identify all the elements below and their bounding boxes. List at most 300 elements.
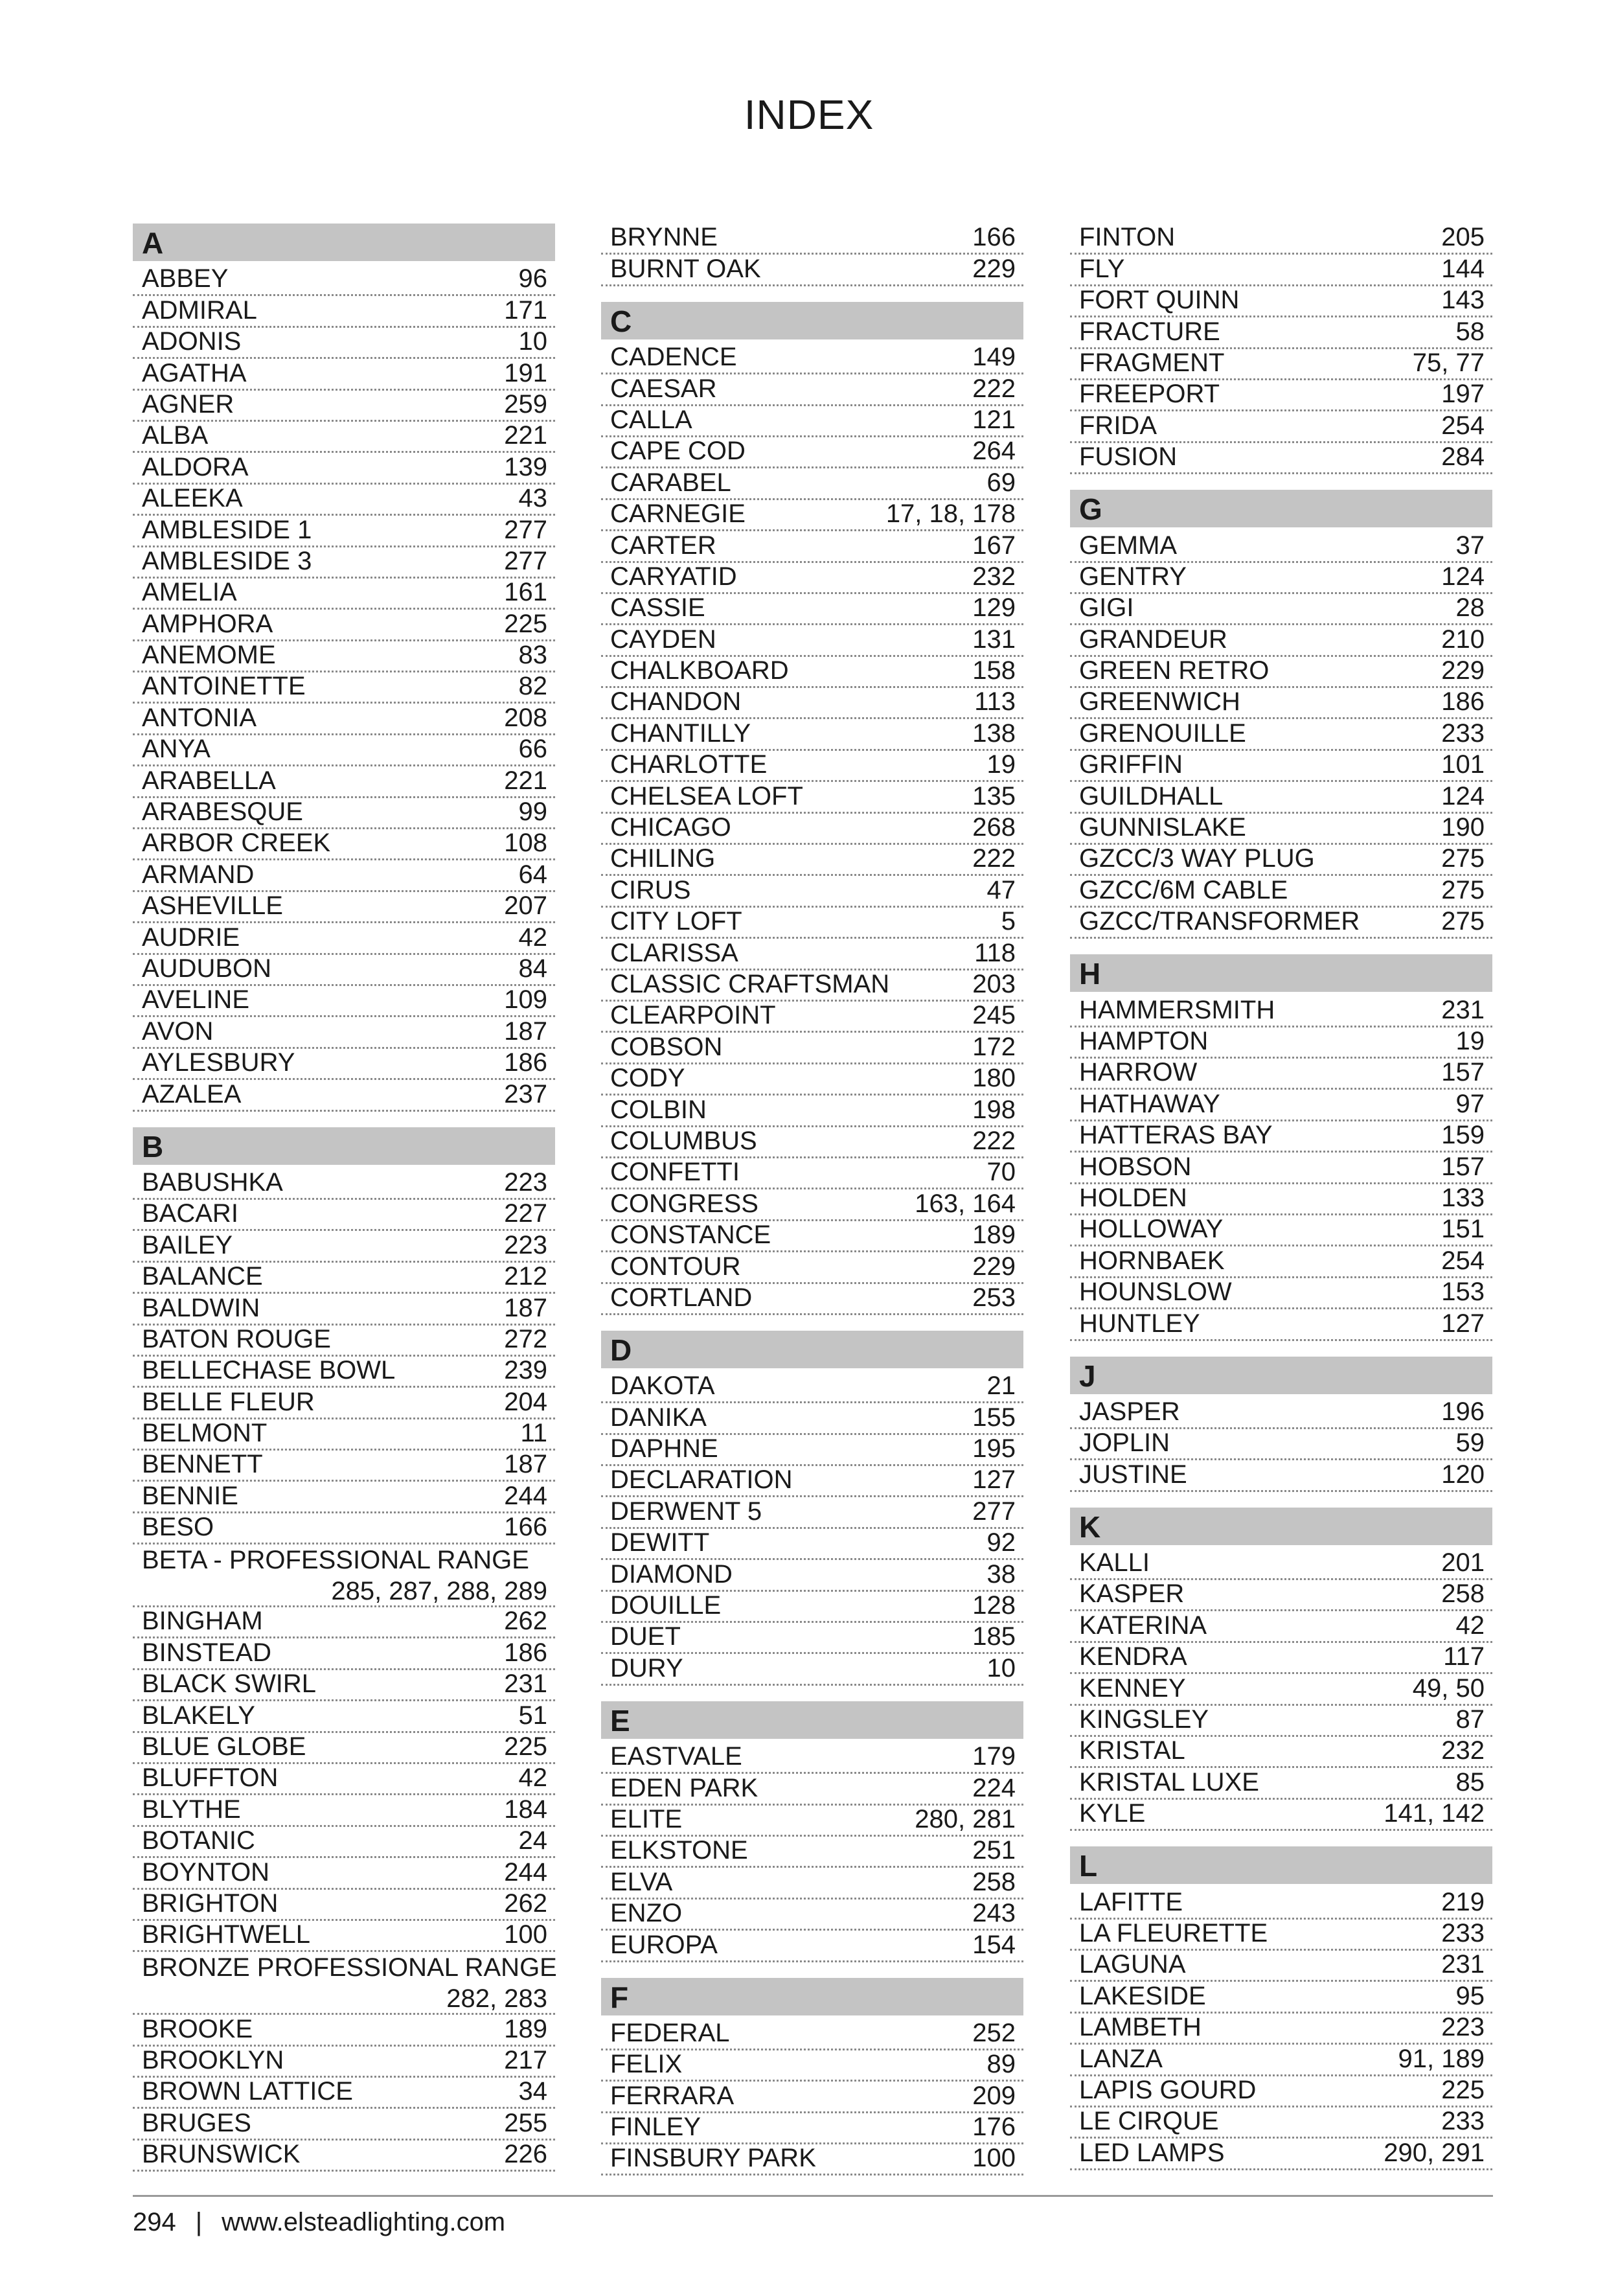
entry-name: ARABESQUE [142,798,303,827]
entry-page: 232 [1441,1736,1485,1765]
entry-name: JASPER [1079,1397,1180,1426]
entry-name: LED LAMPS [1079,2138,1225,2167]
entry-name: BINGHAM [142,1607,263,1636]
entry-page: 82 [518,672,547,701]
entry-name: COLBIN [610,1095,707,1124]
entry-name: JOPLIN [1079,1429,1170,1458]
entry-name: KALLI [1079,1548,1150,1578]
index-entry [133,547,555,579]
index-entry [1070,1580,1492,1611]
index-entry [601,1529,1023,1560]
entry-page: 89 [986,2050,1016,2079]
index-entry [601,255,1023,286]
entry-page: 109 [504,985,547,1015]
index-entry [133,1827,555,1858]
page-title: INDEX [744,91,874,138]
entry-page: 121 [972,405,1016,434]
index-entry [601,1868,1023,1899]
entry-page: 108 [504,829,547,858]
entry-name: CHICAGO [610,813,731,842]
index-entry [1070,845,1492,876]
index-entry [601,2019,1023,2050]
index-entry [601,657,1023,688]
index-entry [1070,1888,1492,1919]
entry-name: CLASSIC CRAFTSMAN [610,969,890,998]
entry-page: 133 [1441,1183,1485,1212]
entry-name: AVON [142,1016,214,1046]
entry-name: GIGI [1079,593,1134,623]
entry-page: 75, 77 [1412,348,1485,377]
entry-name: BRYNNE [610,223,718,252]
entry-name: CAESAR [610,374,717,403]
entry-page: 208 [504,703,547,732]
entry-page: 151 [1441,1215,1485,1244]
entry-name: ALDORA [142,452,249,481]
entry-name: CLARISSA [610,938,738,967]
index-entry [1070,2076,1492,2107]
entry-name: FUSION [1079,442,1178,472]
entry-page: 277 [504,515,547,544]
index-entry [133,1419,555,1451]
index-entry [1070,317,1492,349]
entry-page: 186 [504,1048,547,1077]
index-entry [1070,1027,1492,1059]
entry-page: 219 [1441,1887,1485,1916]
index-entry [601,224,1023,255]
entry-name: CARTER [610,531,716,560]
index-entry [133,1231,555,1262]
entry-name: COBSON [610,1032,723,1061]
index-entry [133,798,555,829]
entry-page: 210 [1441,625,1485,654]
entry-name: AUDRIE [142,923,240,952]
entry-page: 100 [504,1920,547,1949]
entry-page: 229 [1441,656,1485,685]
section-header-g: G [1070,490,1492,527]
entry-name: GZCC/3 WAY PLUG [1079,844,1315,873]
index-entry [1070,719,1492,750]
index-entry [133,735,555,766]
entry-name: KYLE [1079,1799,1146,1828]
entry-page: 99 [518,798,547,827]
entry-page: 186 [504,1638,547,1667]
entry-page: 70 [986,1158,1016,1187]
entry-name: GEMMA [1079,531,1178,560]
index-entry [1070,1674,1492,1705]
section-header-k: K [1070,1508,1492,1545]
entry-page: 233 [1441,718,1485,748]
entry-name: BAILEY [142,1230,233,1259]
entry-page: 139 [504,452,547,481]
entry-page: 187 [504,1293,547,1322]
index-entry [601,719,1023,750]
section-header-b: B [133,1127,555,1165]
entry-name: AVELINE [142,985,249,1015]
index-entry [601,1189,1023,1221]
entry-name: ENZO [610,1899,683,1928]
entry-page: 34 [518,2077,547,2106]
index-entry [601,1096,1023,1127]
entry-name: CODY [610,1064,685,1093]
entry-page: 179 [972,1742,1016,1771]
section-header-j: J [1070,1357,1492,1394]
entry-page: 237 [504,1079,547,1108]
entry-name: BRIGHTWELL [142,1920,311,1949]
index-column-3 [1070,224,1492,2170]
section-header-c: C [601,302,1023,339]
index-entry [133,1701,555,1732]
entry-name: ELVA [610,1867,673,1896]
index-entry [133,2141,555,2172]
entry-page: 124 [1441,562,1485,591]
entry-name: ARABELLA [142,766,276,795]
entry-page: 205 [1441,223,1485,252]
entry-name: BURNT OAK [610,254,761,283]
index-entry [601,1002,1023,1033]
index-entry [601,1623,1023,1654]
entry-page: 154 [972,1930,1016,1959]
index-entry [133,579,555,610]
index-entry [133,2078,555,2109]
entry-name: FRAGMENT [1079,348,1225,377]
index-entry [133,516,555,547]
entry-name: ABBEY [142,264,229,293]
index-entry [133,1263,555,1294]
index-entry [1070,1800,1492,1831]
entry-page: 43 [518,484,547,513]
entry-page: 38 [986,1559,1016,1589]
entry-name: AMELIA [142,578,237,607]
entry-page: 225 [504,609,547,638]
entry-name: ELITE [610,1804,683,1833]
index-entry [133,1049,555,1080]
entry-name: CHALKBOARD [610,656,789,685]
entry-page: 224 [972,1773,1016,1802]
entry-name: ANEMOME [142,641,276,670]
index-entry [601,1221,1023,1252]
entry-name: FINTON [1079,223,1176,252]
entry-page: 226 [504,2140,547,2169]
index-entry [133,672,555,704]
index-entry [1070,1121,1492,1153]
entry-page: 275 [1441,844,1485,873]
entry-page: 229 [972,1252,1016,1281]
entry-name: DUET [610,1622,681,1651]
entry-name: ALEEKA [142,484,243,513]
entry-name: BROOKE [142,2014,253,2043]
entry-name: HOLDEN [1079,1183,1187,1212]
index-entry [133,1952,555,2015]
entry-name: GUNNISLAKE [1079,813,1246,842]
entry-page: 258 [972,1867,1016,1896]
index-entry [1070,1611,1492,1642]
entry-name: KENDRA [1079,1642,1187,1671]
entry-page: 96 [518,264,547,293]
entry-name: DEWITT [610,1528,710,1557]
entry-page: 149 [972,343,1016,372]
index-entry [1070,2107,1492,2139]
entry-name: AUDUBON [142,954,272,983]
entry-page: 252 [972,2018,1016,2047]
index-entry [133,829,555,860]
index-entry [133,1357,555,1388]
entry-page: 37 [1455,531,1485,560]
entry-name: DIAMOND [610,1559,733,1589]
entry-page: 196 [1441,1397,1485,1426]
index-entry [1070,1153,1492,1184]
index-entry [133,1858,555,1889]
entry-page: 51 [518,1701,547,1730]
entry-name: HOLLOWAY [1079,1215,1224,1244]
entry-page: 84 [518,954,547,983]
index-entry [601,1592,1023,1623]
index-entry [133,1921,555,1952]
entry-name: EASTVALE [610,1742,742,1771]
index-entry [1070,2139,1492,2170]
entry-page: 272 [504,1324,547,1353]
entry-name: BENNETT [142,1450,263,1479]
entry-page: 187 [504,1016,547,1046]
entry-name: FINLEY [610,2113,701,2142]
entry-page: 184 [504,1795,547,1824]
entry-name: FORT QUINN [1079,286,1240,315]
entry-name: BALANCE [142,1262,263,1291]
index-entry [133,391,555,422]
entry-name: GUILDHALL [1079,781,1224,810]
index-entry [133,2109,555,2140]
entry-name: GREENWICH [1079,687,1240,717]
section-header-e: E [601,1701,1023,1739]
entry-page: 227 [504,1199,547,1228]
index-entry [601,2144,1023,2175]
entry-page: 222 [972,374,1016,403]
entry-name: HAMPTON [1079,1026,1209,1055]
index-entry [133,1326,555,1357]
index-entry [601,563,1023,594]
entry-page: 161 [504,578,547,607]
entry-page: 282, 283 [446,1984,547,2014]
page-number: 294 [133,2208,176,2236]
entry-page: 189 [504,2014,547,2043]
entry-page: 290, 291 [1384,2138,1485,2167]
entry-name: AYLESBURY [142,1048,295,1077]
index-entry [601,531,1023,562]
entry-name: BELLE FLEUR [142,1387,315,1416]
index-entry [601,500,1023,531]
entry-name: BOTANIC [142,1826,255,1855]
entry-name: HAMMERSMITH [1079,995,1275,1024]
index-entry [1070,688,1492,719]
entry-page: 129 [972,593,1016,623]
entry-page: 185 [972,1622,1016,1651]
entry-page: 135 [972,781,1016,810]
entry-name: BETA - PROFESSIONAL RANGE [142,1546,529,1575]
index-entry [1070,286,1492,317]
index-entry [1070,443,1492,474]
entry-page: 21 [986,1372,1016,1401]
index-entry [133,1017,555,1048]
index-entry [1070,996,1492,1027]
entry-name: BELMONT [142,1419,268,1448]
index-entry [133,2047,555,2078]
entry-page: 11 [520,1419,547,1448]
index-entry [133,1513,555,1544]
index-entry [1070,1460,1492,1491]
index-entry [1070,1982,1492,2013]
index-entry [1070,349,1492,380]
index-entry [601,594,1023,625]
entry-name: CONTOUR [610,1252,741,1281]
entry-name: CARYATID [610,562,737,591]
entry-name: DECLARATION [610,1465,793,1495]
entry-name: BATON ROUGE [142,1324,331,1353]
index-entry [601,2082,1023,2113]
entry-page: 275 [1441,875,1485,904]
website-url: www.elsteadlighting.com [222,2208,506,2236]
section-header-d: D [601,1331,1023,1368]
entry-name: KRISTAL [1079,1736,1185,1765]
entry-name: FEDERAL [610,2018,730,2047]
index-entry [601,688,1023,719]
entry-page: 155 [972,1403,1016,1432]
entry-page: 189 [972,1221,1016,1250]
entry-name: DANIKA [610,1403,707,1432]
entry-name: BLYTHE [142,1795,241,1824]
entry-name: EUROPA [610,1930,718,1959]
entry-page: 131 [972,625,1016,654]
entry-name: CAPE COD [610,437,746,466]
entry-name: HUNTLEY [1079,1309,1200,1338]
index-entry [133,1388,555,1419]
index-entry [1070,1643,1492,1674]
entry-name: AMBLESIDE 3 [142,546,312,575]
entry-page: 167 [972,531,1016,560]
entry-name: BROWN LATTICE [142,2077,353,2106]
entry-page: 141, 142 [1384,1799,1485,1828]
index-entry [1070,876,1492,907]
entry-name: BINSTEAD [142,1638,272,1667]
entry-name: LAGUNA [1079,1950,1186,1979]
index-entry [1070,1215,1492,1246]
entry-page: 17, 18, 178 [885,499,1016,529]
entry-name: AGATHA [142,358,247,387]
entry-page: 163, 164 [915,1189,1016,1218]
index-entry [601,1497,1023,1528]
index-entry [1070,1246,1492,1278]
entry-page: 64 [518,860,547,889]
entry-name: LAKESIDE [1079,1981,1206,2010]
entry-name: FRIDA [1079,411,1157,440]
entry-name: FINSBURY PARK [610,2144,816,2173]
index-entry [133,1451,555,1482]
index-entry [1070,1768,1492,1799]
entry-page: 128 [972,1591,1016,1620]
index-entry [133,328,555,359]
entry-name: CITY LOFT [610,907,742,936]
index-entry [601,1372,1023,1403]
entry-name: CADENCE [610,343,737,372]
entry-name: GRANDEUR [1079,625,1227,654]
entry-name: LAFITTE [1079,1887,1183,1916]
entry-name: BESO [142,1513,214,1542]
index-entry [601,1560,1023,1591]
entry-name: BRUGES [142,2108,251,2137]
entry-name: HOUNSLOW [1079,1278,1232,1307]
entry-name: ARBOR CREEK [142,829,331,858]
index-entry [1070,1549,1492,1580]
entry-page: 285, 287, 288, 289 [331,1577,547,1606]
entry-name: DAPHNE [610,1434,718,1464]
index-entry [601,782,1023,813]
index-entry [601,1931,1023,1962]
index-entry [133,923,555,954]
entry-page: 223 [504,1230,547,1259]
entry-page: 253 [972,1283,1016,1312]
index-entry [1070,2014,1492,2045]
index-entry [133,860,555,891]
entry-name: GZCC/6M CABLE [1079,875,1288,904]
entry-name: CIRUS [610,875,691,904]
entry-page: 221 [504,766,547,795]
entry-page: 92 [986,1528,1016,1557]
entry-name: LANZA [1079,2044,1163,2073]
index-entry [601,1064,1023,1096]
index-entry [133,704,555,735]
index-entry [133,610,555,641]
index-entry [601,1774,1023,1805]
entry-name: BLAKELY [142,1701,255,1730]
entry-page: 217 [504,2045,547,2074]
index-entry [1070,1737,1492,1768]
index-entry [133,1169,555,1200]
index-entry [601,751,1023,782]
entry-name: ANTOINETTE [142,672,306,701]
entry-page: 180 [972,1064,1016,1093]
index-entry [133,1294,555,1325]
index-entry [1070,751,1492,782]
entry-page: 42 [1455,1611,1485,1640]
entry-page: 42 [518,923,547,952]
index-entry [1070,1951,1492,1982]
entry-name: HATTERAS BAY [1079,1121,1273,1150]
entry-page: 5 [1001,907,1016,936]
entry-page: 166 [504,1513,547,1542]
index-entry [601,625,1023,656]
entry-page: 207 [504,891,547,921]
index-entry [133,1795,555,1826]
entry-page: 255 [504,2108,547,2137]
entry-name: BRONZE PROFESSIONAL RANGE [142,1953,557,1982]
index-entry [601,1403,1023,1434]
section-header-a: A [133,224,555,261]
entry-name: KASPER [1079,1579,1185,1609]
index-column-2 [601,224,1023,2175]
entry-name: ARMAND [142,860,255,889]
index-entry [601,1127,1023,1158]
entry-page: 244 [504,1481,547,1510]
entry-page: 144 [1441,254,1485,283]
entry-name: GZCC/TRANSFORMER [1079,907,1360,936]
entry-page: 66 [518,735,547,764]
entry-name: DOUILLE [610,1591,722,1620]
entry-name: ASHEVILLE [142,891,283,921]
entry-name: BENNIE [142,1481,238,1510]
entry-page: 172 [972,1032,1016,1061]
entry-name: LE CIRQUE [1079,2107,1219,2136]
index-entry [133,1544,555,1607]
entry-page: 275 [1441,907,1485,936]
index-entry [601,1252,1023,1283]
